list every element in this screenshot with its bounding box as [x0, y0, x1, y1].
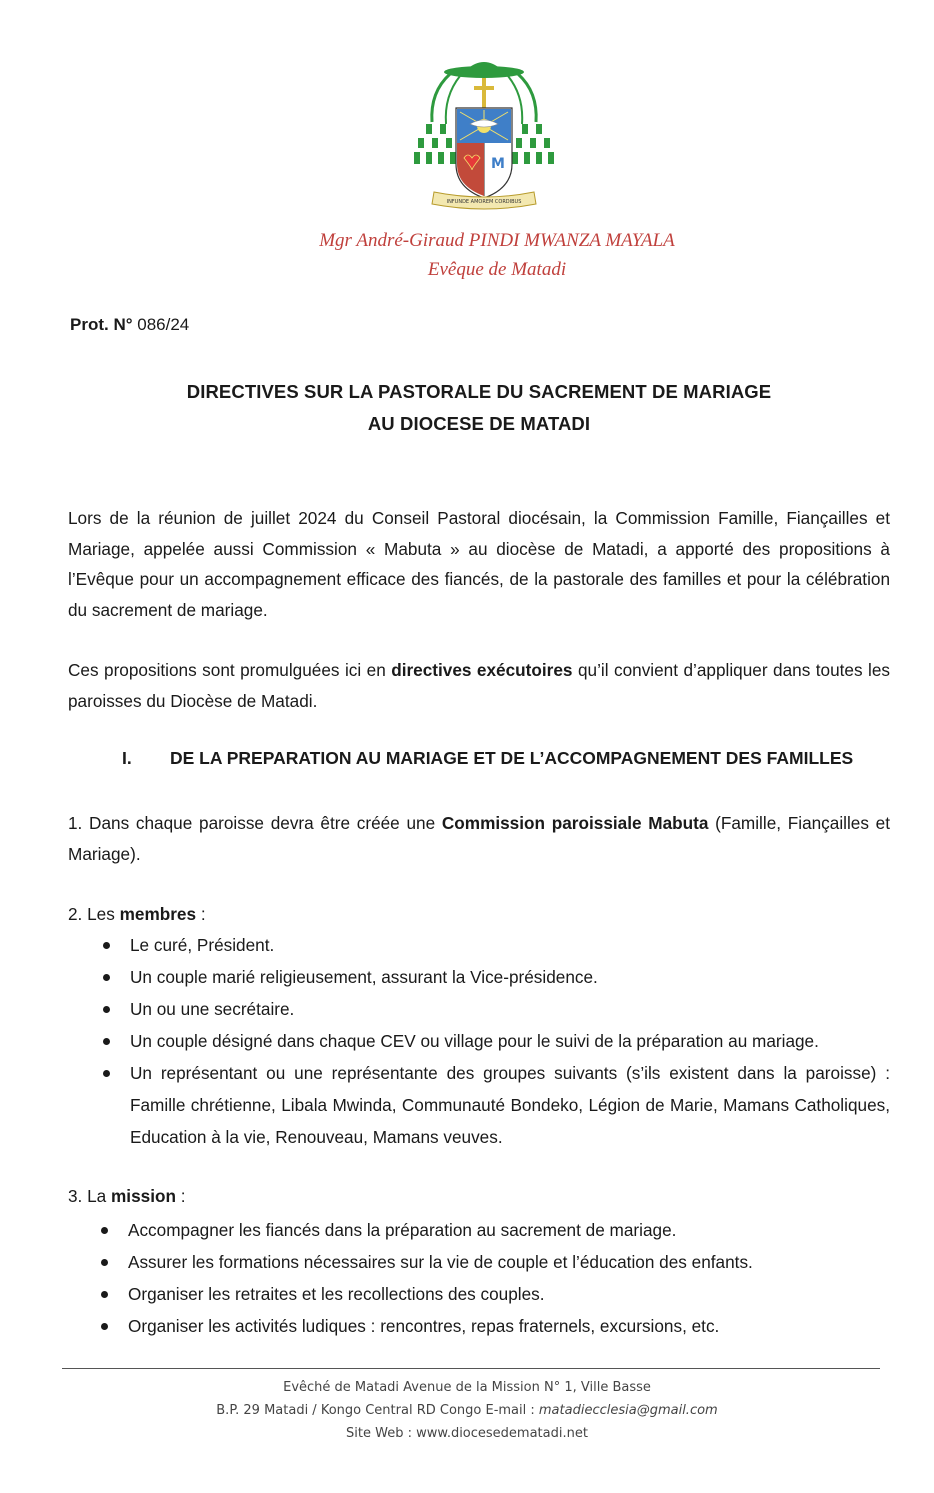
mission-list — [98, 1214, 888, 1342]
list-item: Un couple désigné dans chaque CEV ou village pour le suivi de la préparation au mariage. — [100, 1025, 890, 1057]
bold-executive-directives: directives exécutoires — [391, 660, 573, 680]
svg-text:M: M — [491, 156, 505, 172]
list-item: Un représentant ou une représentante des groupes suivants (s’ils existent dans la paroisse) : Famille chrétienne, Libala Mwinda, Communauté Bondeko, Légion de Marie, Mamans Catholiques, Education à la vie, Renouveau, Mamans veuves. — [100, 1057, 890, 1153]
section-number: I. — [122, 748, 132, 768]
footer-address: Evêché de Matadi Avenue de la Mission N° 1, Ville Basse — [283, 1380, 651, 1395]
section-title: DE LA PREPARATION AU MARIAGE ET DE L’ACCOMPAGNEMENT DES FAMILLES — [170, 748, 854, 768]
list-item: Le curé, Président. — [100, 929, 890, 961]
bishop-name: Mgr André-Giraud PINDI MWANZA MAYALA — [319, 230, 675, 251]
list-item: Un couple marié religieusement, assurant la Vice-présidence. — [100, 961, 890, 993]
item-mission: 3. La mission : — [68, 1186, 186, 1206]
footer-divider — [62, 1368, 880, 1369]
footer-contact: B.P. 29 Matadi / Kongo Central RD Congo E-mail : matadiecclesia@gmail.com — [216, 1403, 718, 1418]
section-heading — [122, 748, 853, 769]
protocol-value: 086/24 — [137, 315, 190, 334]
list-item: Organiser les activités ludiques : rencontres, repas fraternels, excursions, etc. — [98, 1310, 888, 1342]
document-title-line2: AU DIOCESE DE MATADI — [367, 413, 591, 434]
protocol-number — [70, 315, 189, 335]
list-item: Un ou une secrétaire. — [100, 993, 890, 1025]
intro-paragraph-2: Ces propositions sont promulguées ici en directives exécutoires qu’il convient d’appliquer dans toutes les paroisses du Diocèse de Matadi. — [68, 660, 890, 711]
list-item: Accompagner les fiancés dans la préparation au sacrement de mariage. — [98, 1214, 888, 1246]
bishop-title: Evêque de Matadi — [427, 259, 567, 280]
members-list — [100, 929, 890, 1153]
footer-email: matadiecclesia@gmail.com — [538, 1403, 718, 1418]
coat-of-arms-emblem — [410, 52, 558, 220]
intro-paragraph-1: Lors de la réunion de juillet 2024 du Conseil Pastoral diocésain, la Commission Famille, Fiançailles et Mariage, appelée aussi Commission « Mabuta » au diocèse de Matadi, a apporté des propositions à l’Evêque pour un accompagnement efficace des fiancés, de la pastorale des familles et pour la célébration du sacrement de mariage. — [68, 508, 890, 620]
document-title-line1: DIRECTIVES SUR LA PASTORALE DU SACREMENT DE MARIAGE — [186, 381, 772, 402]
protocol-label: Prot. N° — [70, 315, 133, 334]
list-item: Assurer les formations nécessaires sur la vie de couple et l’éducation des enfants. — [98, 1246, 888, 1278]
item-members: 2. Les membres : — [68, 904, 206, 924]
footer-website: Site Web : www.diocesedematadi.net — [346, 1426, 588, 1441]
item-commission: 1. Dans chaque paroisse devra être créée une Commission paroissiale Mabuta (Famille, Fiançailles et Mariage). — [68, 813, 891, 864]
motto-text: INFUNDE AMOREM CORDIBUS — [446, 199, 522, 205]
list-item: Organiser les retraites et les recollections des couples. — [98, 1278, 888, 1310]
